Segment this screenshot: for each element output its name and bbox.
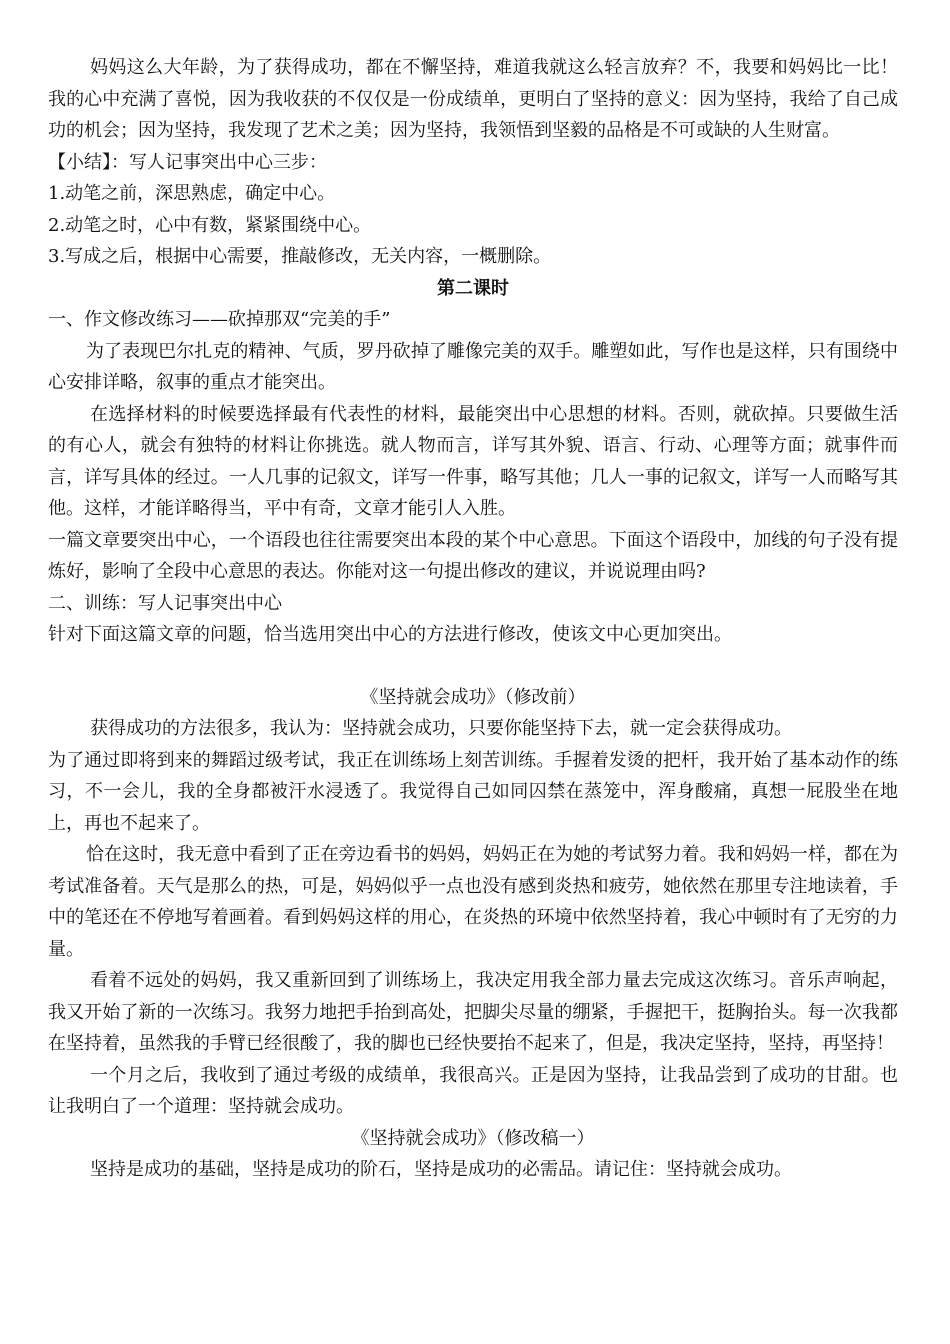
essay-paragraph: 坚持是成功的基础，坚持是成功的阶石，坚持是成功的必需品。请记住：坚持就会成功。 <box>90 1159 792 1180</box>
essay-paragraph: 为了通过即将到来的舞蹈过级考试，我正在训练场上刻苦训练。手握着发烫的把杆，我开始了基本动作的练习，不一会儿，我的全身都被汗水浸透了。我觉得自己如同囚禁在蒸笼中，浑身酸痛，真想一屁股坐在地上，再也不起来了。 <box>48 749 898 834</box>
blank-line <box>48 651 898 682</box>
summary-heading: 【小结】：写人记事突出中心三步： <box>48 151 327 173</box>
summary-item: 3.写成之后，根据中心需要，推敲修改，无关内容，一概删除。 <box>48 246 552 267</box>
paragraph: 为了表现巴尔扎克的精神、气质，罗丹砍掉了雕像完美的双手。雕塑如此，写作也是这样，只有围绕中心安排详略，叙事的重点才能突出。 <box>48 340 898 393</box>
essay-title: 《坚持就会成功》（修改前） <box>360 686 586 708</box>
essay-title: 《坚持就会成功》（修改稿一） <box>351 1127 595 1149</box>
paragraph: 一篇文章要突出中心，一个语段也往往需要突出本段的某个中心意思。下面这个语段中，加线的句子没有提炼好，影响了全段中心意思的表达。你能对这一句提出修改的建议，并说说理由吗? <box>48 529 898 582</box>
section-heading: 一、作文修改练习——砍掉那双“完美的手” <box>48 309 391 330</box>
essay-paragraph: 一个月之后，我收到了通过考级的成绩单，我很高兴。正是因为坚持，让我品尝到了成功的甘甜。也让我明白了一个道理：坚持就会成功。 <box>48 1064 898 1117</box>
essay-paragraph: 看着不远处的妈妈，我又重新回到了训练场上，我决定用我全部力量去完成这次练习。音乐声响起，我又开始了新的一次练习。我努力地把手抬到高处，把脚尖尽量的绷紧，手握把干，挺胸抬头。每一次我都在坚持着，虽然我的手臂已经很酸了，我的脚也已经快要抬不起来了，但是，我决定坚持，坚持，再坚持！ <box>48 970 898 1054</box>
paragraph-mom: 妈妈这么大年龄，为了获得成功，都在不懈坚持，难道我就这么轻言放弃？不，我要和妈妈比一比！我的心中充满了喜悦，因为我收获的不仅仅是一份成绩单，更明白了坚持的意义：因为坚持，我给了自己成功的机会；因为坚持，我发现了艺术之美；因为坚持，我领悟到坚毅的品格是不可或缺的人生财富。 <box>48 57 898 141</box>
lesson-title: 第二课时 <box>437 277 509 299</box>
section-heading: 二、训练：写人记事突出中心 <box>48 592 282 614</box>
summary-item: 2.动笔之时，心中有数，紧紧围绕中心。 <box>48 214 372 236</box>
essay-paragraph: 恰在这时，我无意中看到了正在旁边看书的妈妈，妈妈正在为她的考试努力着。我和妈妈一样，都在为考试准备着。天气是那么的热，可是，妈妈似乎一点也没有感到炎热和疲劳，她依然在那里专注地读着，手中的笔还在不停地写着画着。看到妈妈这样的用心，在炎热的环境中依然坚持着，我心中顿时有了无穷的力量。 <box>48 844 898 960</box>
summary-item: 1.动笔之前，深思熟虑，确定中心。 <box>48 183 336 204</box>
paragraph: 针对下面这篇文章的问题，恰当选用突出中心的方法进行修改，使该文中心更加突出。 <box>48 624 732 645</box>
essay-paragraph: 获得成功的方法很多，我认为：坚持就会成功，只要你能坚持下去，就一定会获得成功。 <box>90 718 792 739</box>
paragraph: 在选择材料的时候要选择最有代表性的材料，最能突出中心思想的材料。否则，就砍掉。只要做生活的有心人，就会有独特的材料让你挑选。就人物而言，详写其外貌、语言、行动、心理等方面；就事件而言，详写具体的经过。一人几事的记叙文，详写一件事，略写其他；几人一事的记叙文，详写一人而略写其他。这样，才能详略得当，平中有奇，文章才能引人入胜。 <box>48 403 898 519</box>
